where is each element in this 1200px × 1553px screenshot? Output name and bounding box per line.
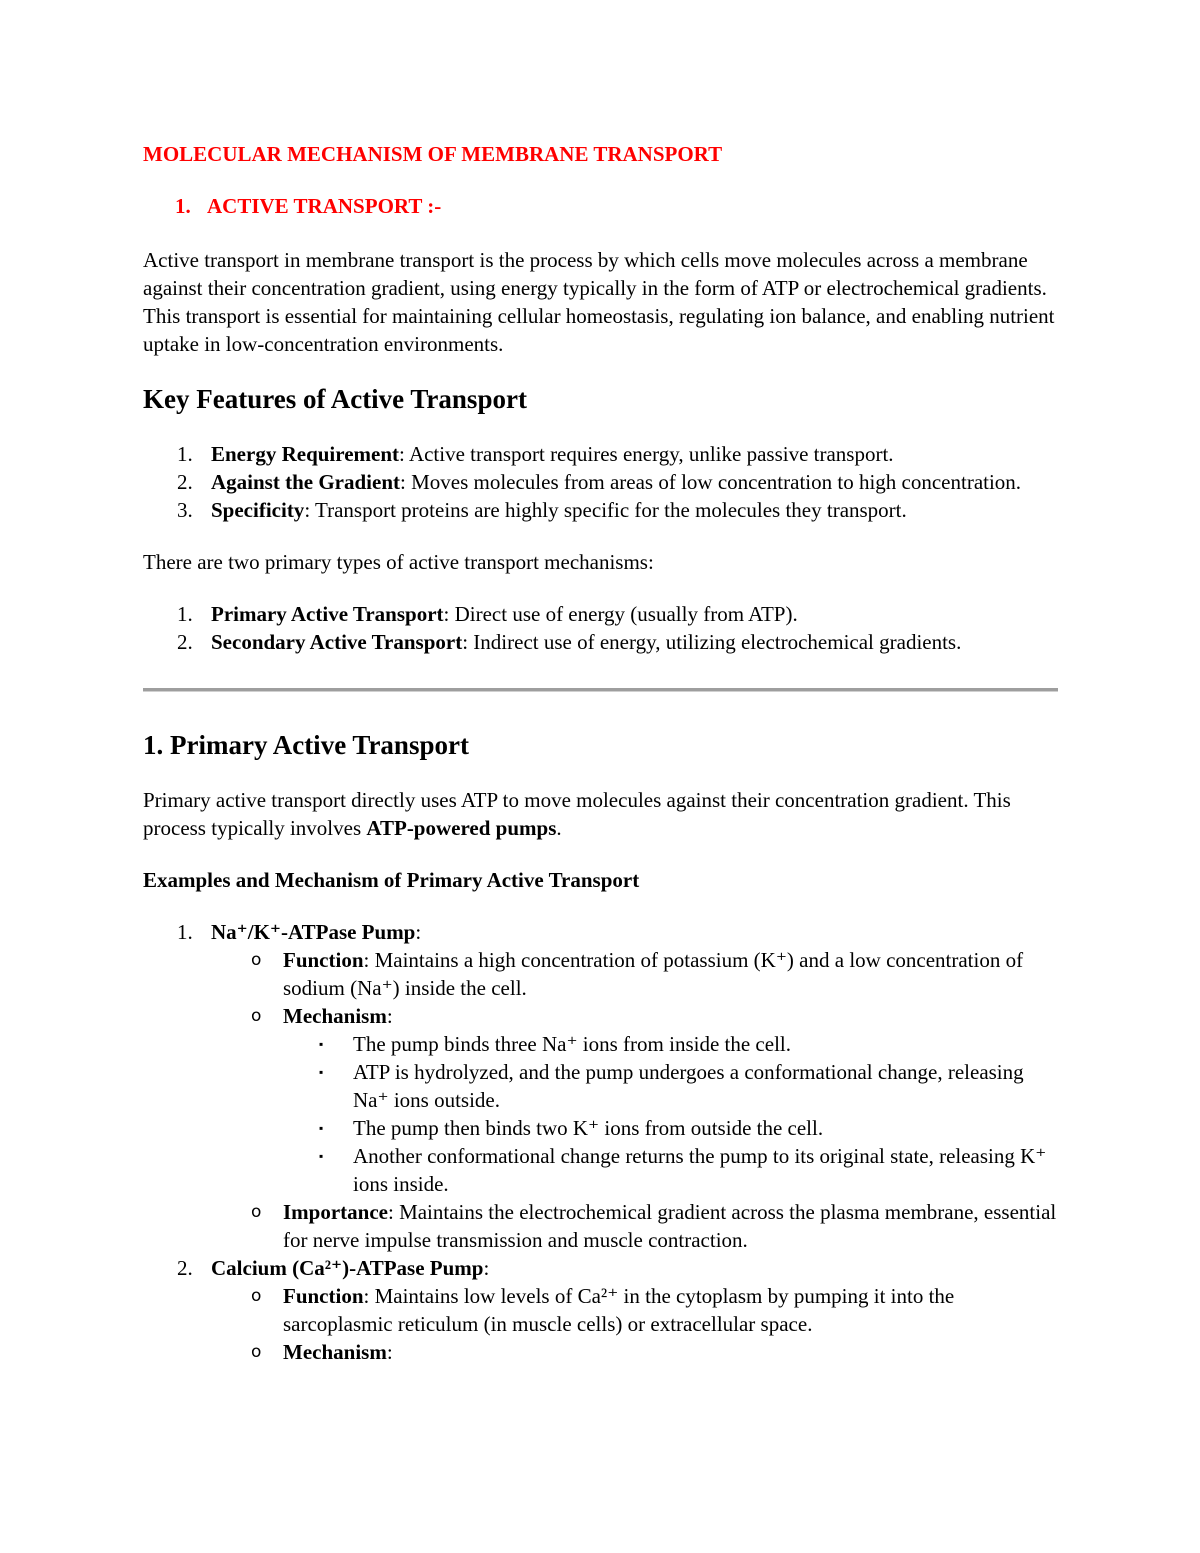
pump-item-na-k: [143, 918, 1063, 1254]
intro-paragraph: Active transport in membrane transport is the process by which cells move molecules across a membrane against their concentration gradient, using energy typically in the form of ATP or electrochemical gradients. This transport is essential for maintaining cellular homeostasis, regulating ion balance, and enabling nutrient uptake in low-concentration environments.: [143, 248, 1055, 356]
step-text: Another conformational change returns the pump to its original state, releasing K⁺ ions inside.: [353, 1144, 1047, 1196]
square-bullet-icon: ▪: [319, 1065, 324, 1079]
bullet-marker: o: [251, 950, 262, 970]
list-item: [143, 600, 1063, 628]
list-term: Specificity: [211, 498, 305, 522]
bullet-marker: o: [251, 1286, 262, 1306]
detail-colon: :: [386, 1340, 393, 1364]
list-item: [143, 1142, 1063, 1198]
list-item: [143, 496, 1063, 524]
bullet-marker: o: [251, 1342, 262, 1362]
list-item: [143, 1198, 1063, 1254]
list-text: : Indirect use of energy, utilizing electrochemical gradients.: [462, 630, 962, 654]
key-features-heading: Key Features of Active Transport: [143, 384, 527, 414]
pump-details: [211, 1282, 1063, 1366]
list-number: 1.: [177, 602, 193, 626]
pump-details: [211, 946, 1063, 1254]
pump-colon: :: [415, 920, 422, 944]
bullet-marker: o: [251, 1202, 262, 1222]
pump-list: [143, 918, 1063, 1366]
horizontal-rule: [143, 688, 1058, 692]
detail-term: Importance: [283, 1200, 388, 1224]
key-features-list: [143, 440, 1063, 524]
list-item: [143, 946, 1063, 1002]
list-item: [143, 1338, 1063, 1366]
types-list: [143, 600, 1063, 656]
primary-paragraph: [143, 786, 1063, 842]
step-text: ATP is hydrolyzed, and the pump undergoes a conformational change, releasing Na⁺ ions outside.: [353, 1060, 1024, 1112]
list-item: [143, 468, 1063, 496]
section-heading-active-transport: [143, 192, 1063, 220]
detail-term: Function: [283, 948, 364, 972]
detail-colon: :: [386, 1004, 393, 1028]
paragraph-bold: ATP-powered pumps: [366, 816, 557, 840]
detail-text: : Maintains the electrochemical gradient across the plasma membrane, essential for nerve impulse transmission and muscle contraction.: [283, 1200, 1057, 1252]
square-bullet-icon: ▪: [319, 1149, 324, 1163]
primary-transport-heading: 1. Primary Active Transport: [143, 730, 469, 760]
bullet-marker: o: [251, 1006, 262, 1026]
detail-text: : Maintains low levels of Ca²⁺ in the cytoplasm by pumping it into the sarcoplasmic reticulum (in muscle cells) or extracellular space.: [283, 1284, 955, 1336]
list-text: : Moves molecules from areas of low concentration to high concentration.: [400, 470, 1022, 494]
list-number: 1.: [177, 442, 193, 466]
paragraph-end: .: [556, 816, 562, 840]
list-term: Secondary Active Transport: [211, 630, 463, 654]
list-number: 2.: [177, 1256, 193, 1280]
list-item: [143, 1282, 1063, 1338]
list-number: 2.: [177, 630, 193, 654]
list-text: : Transport proteins are highly specific for the molecules they transport.: [304, 498, 907, 522]
pump-title: Na⁺/K⁺-ATPase Pump: [211, 920, 416, 944]
step-text: The pump binds three Na⁺ ions from inside the cell.: [353, 1032, 791, 1056]
section-heading-text: ACTIVE TRANSPORT :-: [207, 194, 442, 218]
types-intro: There are two primary types of active transport mechanisms:: [143, 550, 654, 574]
list-text: : Active transport requires energy, unlike passive transport.: [399, 442, 894, 466]
section-number: 1.: [175, 194, 191, 218]
mechanism-steps: [283, 1030, 1063, 1198]
pump-title: Calcium (Ca²⁺)-ATPase Pump: [211, 1256, 484, 1280]
list-item: [143, 1058, 1063, 1114]
list-number: 3.: [177, 498, 193, 522]
document-title: MOLECULAR MECHANISM OF MEMBRANE TRANSPORT: [143, 142, 723, 166]
paragraph-text: Primary active transport directly uses ATP to move molecules against their concentration gradient. This process typically involves: [143, 788, 1011, 840]
list-term: Energy Requirement: [211, 442, 400, 466]
list-text: : Direct use of energy (usually from ATP).: [443, 602, 798, 626]
document-page: [143, 140, 1063, 1366]
pump-item-calcium: [143, 1254, 1063, 1366]
examples-heading: Examples and Mechanism of Primary Active Transport: [143, 868, 640, 892]
list-number: 2.: [177, 470, 193, 494]
list-term: Against the Gradient: [211, 470, 400, 494]
list-item: [143, 440, 1063, 468]
list-term: Primary Active Transport: [211, 602, 444, 626]
detail-term: Mechanism: [283, 1340, 387, 1364]
list-item: [143, 1030, 1063, 1058]
list-item: [143, 1002, 1063, 1198]
square-bullet-icon: ▪: [319, 1037, 324, 1051]
detail-term: Mechanism: [283, 1004, 387, 1028]
list-item: [143, 1114, 1063, 1142]
list-item: [143, 628, 1063, 656]
step-text: The pump then binds two K⁺ ions from outside the cell.: [353, 1116, 824, 1140]
detail-text: : Maintains a high concentration of potassium (K⁺) and a low concentration of sodium (Na⁺) inside the cell.: [283, 948, 1024, 1000]
square-bullet-icon: ▪: [319, 1121, 324, 1135]
list-number: 1.: [177, 920, 193, 944]
detail-term: Function: [283, 1284, 364, 1308]
pump-colon: :: [483, 1256, 490, 1280]
